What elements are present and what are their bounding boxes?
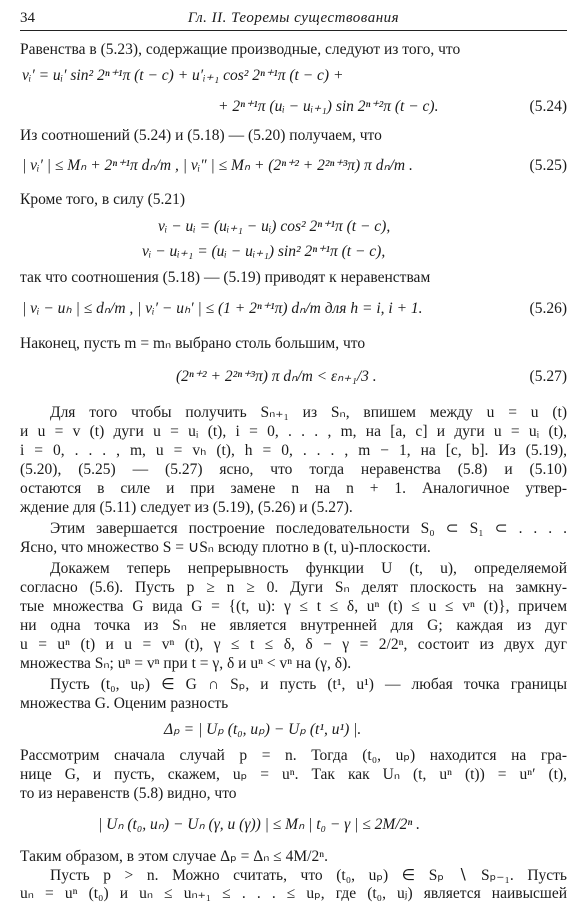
text-line: uₙ = uⁿ (t₀) и uₙ ≤ uₙ₊₁ ≤ . . . ≤ uₚ, где (t₀, uⱼ) является наивысшей — [20, 885, 567, 902]
text-line: Пусть p > n. Можно считать, что (t₀, uₚ) ∈ Sₚ ∖ Sₚ₋₁. Пусть — [50, 867, 567, 884]
equation-line: vᵢ − uᵢ = (uᵢ₊₁ − uᵢ) cos² 2ⁿ⁺¹π (t − c), — [158, 218, 391, 235]
text-line: Этим завершается построение последовательности S₀ ⊂ S₁ ⊂ . . . . — [50, 520, 567, 537]
text-line: Таким образом, в этом случае Δₚ = Δₙ ≤ 4M/2ⁿ. — [20, 848, 328, 865]
text-line: множества Sₙ; uⁿ = vⁿ при t = γ, δ и uⁿ < vⁿ на (γ, δ). — [20, 655, 352, 672]
equation-line: vᵢ − uᵢ₊₁ = (uᵢ − uᵢ₊₁) sin² 2ⁿ⁺¹π (t − c), — [142, 243, 386, 260]
equation-number: (5.26) — [529, 300, 567, 317]
text-line: Кроме того, в силу (5.21) — [20, 191, 186, 208]
text-line: и u = v (t) дуги u = uᵢ (t), i = 0, . . . , m, на [a, c] и дуги u = uᵢ (t), — [20, 423, 567, 440]
equation-line: | vᵢ − uₕ | ≤ dₙ/m , | vᵢ′ − uₕ′ | ≤ (1 + 2ⁿ⁺¹π) dₙ/m для h = i, i + 1. — [22, 300, 423, 317]
text-line: множества G. Оценим разность — [20, 695, 229, 712]
text-line: ждение для (5.11) следует из (5.19), (5.26) и (5.27). — [20, 499, 353, 516]
text-line: Докажем теперь непрерывность функции U (t, u), определяемой — [50, 560, 567, 577]
text-line: Пусть (t₀, uₚ) ∈ G ∩ Sₚ, и пусть (t¹, u¹) — любая точка границы — [50, 676, 567, 693]
page-number: 34 — [20, 10, 35, 26]
text-line: остаются в силе и при замене n на n + 1. Аналогичное утвер- — [20, 480, 567, 497]
equation-line: | Uₙ (t₀, uₙ) − Uₙ (γ, u (γ)) | ≤ Mₙ | t₀ − γ | ≤ 2M/2ⁿ . — [98, 816, 421, 833]
equation-line: (2ⁿ⁺² + 2²ⁿ⁺³π) π dₙ/m < εₙ₊₁/3 . — [176, 368, 377, 385]
text-line: ни одна точка из Sₙ не является внутренней для G; каждая из дуг — [20, 617, 567, 634]
running-header — [20, 6, 567, 31]
text-line: Для того чтобы получить Sₙ₊₁ из Sₙ, впишем между u = u (t) — [50, 404, 567, 421]
text-line: нице G, и пусть, скажем, uₚ = uⁿ. Так как Uₙ (t, uⁿ (t)) = uⁿ′ (t), — [20, 766, 567, 783]
text-line: то из неравенств (5.8) видно, что — [20, 785, 237, 802]
text-line: (5.20), (5.25) — (5.27) ясно, что тогда неравенства (5.8) и (5.10) — [20, 461, 567, 478]
text-line: Равенства в (5.23), содержащие производные, следуют из того, что — [20, 41, 461, 58]
text-line: согласно (5.6). Пусть p ≥ n ≥ 0. Дуги Sₙ делят плоскость на замкну- — [20, 579, 567, 596]
equation-line: + 2ⁿ⁺¹π (uᵢ − uᵢ₊₁) sin 2ⁿ⁺²π (t − c). — [218, 98, 439, 115]
text-line: Ясно, что множество S = ∪Sₙ всюду плотно в (t, u)-плоскости. — [20, 539, 431, 556]
equation-number: (5.24) — [529, 98, 567, 115]
text-line: i = 0, . . . , m, u = vₕ (t), h = 0, . . . , m − 1, на [c, b]. Из (5.19), — [20, 442, 567, 459]
equation-line: | vᵢ′ | ≤ Mₙ + 2ⁿ⁺¹π dₙ/m , | vᵢ″ | ≤ Mₙ + (2ⁿ⁺² + 2²ⁿ⁺³π) π dₙ/m . — [22, 157, 413, 174]
text-line: Рассмотрим сначала случай p = n. Тогда (t₀, uₚ) находится на гра- — [20, 747, 567, 764]
text-line: Наконец, пусть m = mₙ выбрано столь большим, что — [20, 335, 366, 352]
running-title: Гл. II. Теоремы существования — [187, 10, 400, 26]
text-line: тые множества G вида G = {(t, u): γ ≤ t ≤ δ, uⁿ (t) ≤ u ≤ vⁿ (t)}, причем — [20, 598, 567, 615]
equation-line: vᵢ′ = uᵢ′ sin² 2ⁿ⁺¹π (t − c) + u′ᵢ₊₁ cos² 2ⁿ⁺¹π (t − c) + — [22, 67, 344, 84]
text-line: Из соотношений (5.24) и (5.18) — (5.20) получаем, что — [20, 127, 382, 144]
equation-number: (5.25) — [529, 157, 567, 174]
text-line: u = uⁿ (t) и u = vⁿ (t), γ ≤ t ≤ δ, δ − γ = 2/2ⁿ, состоит из двух дуг — [20, 636, 567, 653]
equation-number: (5.27) — [529, 368, 567, 385]
equation-line: Δₚ = | Uₚ (t₀, uₚ) − Uₚ (t¹, u¹) |. — [164, 721, 362, 738]
text-line: так что соотношения (5.18) — (5.19) приводят к неравенствам — [20, 269, 431, 286]
